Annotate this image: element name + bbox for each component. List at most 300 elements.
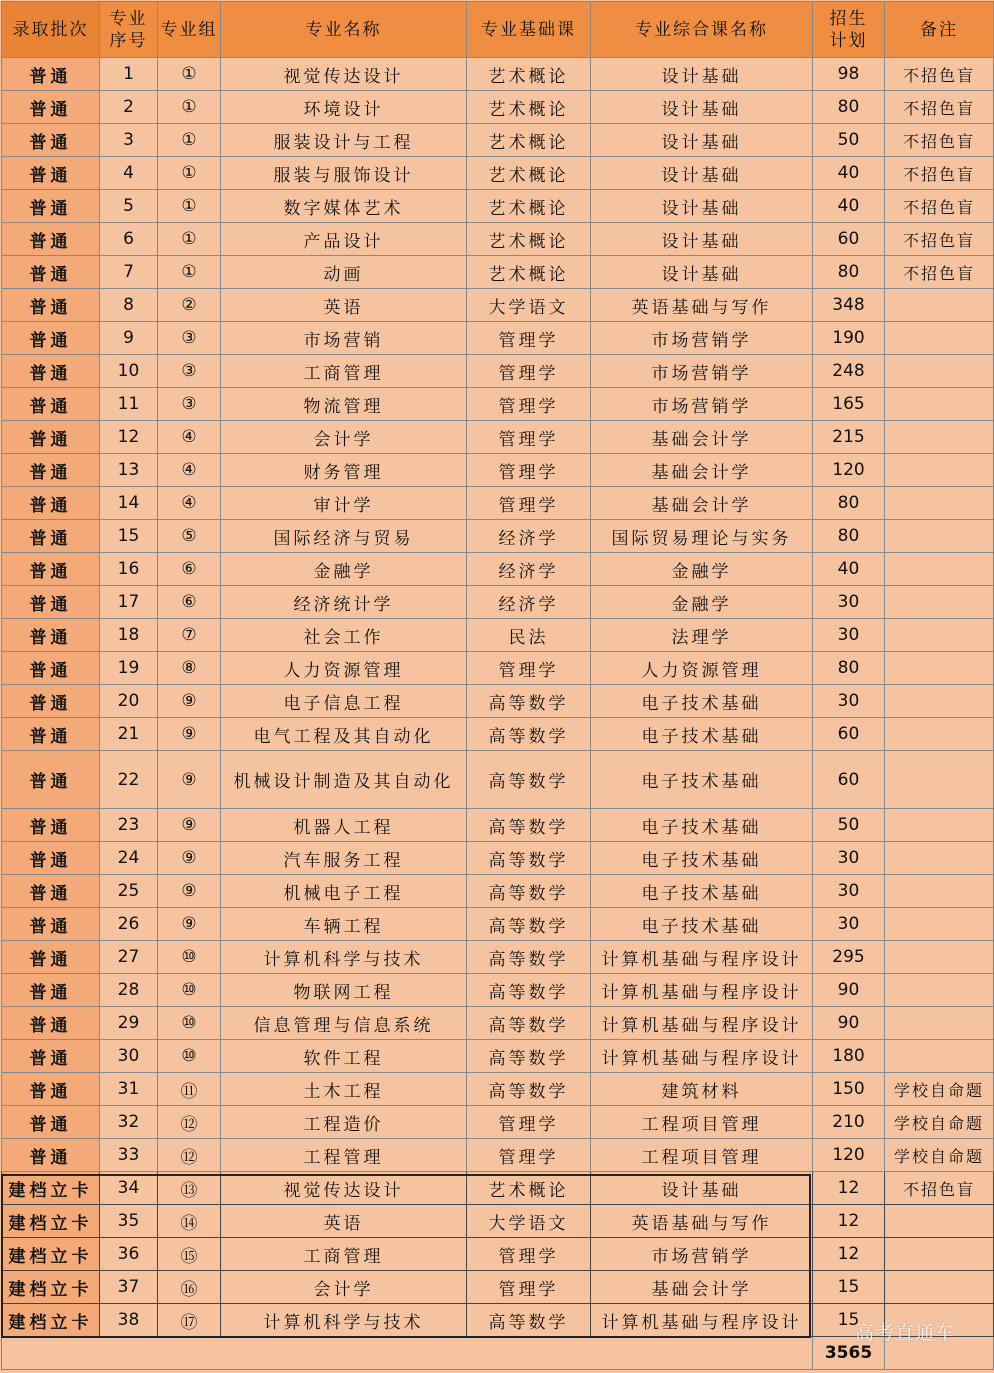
cell-note bbox=[885, 355, 994, 388]
cell-seq: 37 bbox=[100, 1271, 158, 1304]
cell-comprehensive: 计算机基础与程序设计 bbox=[591, 941, 813, 974]
cell-seq: 13 bbox=[100, 454, 158, 487]
table-row bbox=[2, 388, 994, 421]
cell-batch: 普通 bbox=[2, 652, 100, 685]
cell-basic: 艺术概论 bbox=[467, 256, 591, 289]
cell-comprehensive: 电子技术基础 bbox=[591, 908, 813, 941]
cell-group: ① bbox=[158, 190, 221, 223]
cell-group: ⑧ bbox=[158, 652, 221, 685]
table-row bbox=[2, 421, 994, 454]
cell-seq: 25 bbox=[100, 875, 158, 908]
total-row bbox=[2, 1337, 994, 1370]
cell-group: ⑮ bbox=[158, 1238, 221, 1271]
cell-major: 软件工程 bbox=[221, 1040, 467, 1073]
cell-group: ⑯ bbox=[158, 1271, 221, 1304]
cell-note bbox=[885, 974, 994, 1007]
cell-group: ⑬ bbox=[158, 1172, 221, 1205]
cell-major: 信息管理与信息系统 bbox=[221, 1007, 467, 1040]
cell-seq: 7 bbox=[100, 256, 158, 289]
cell-quota: 30 bbox=[813, 586, 885, 619]
cell-batch: 普通 bbox=[2, 1040, 100, 1073]
cell-group: ⑩ bbox=[158, 1040, 221, 1073]
cell-seq: 26 bbox=[100, 908, 158, 941]
cell-comprehensive: 计算机基础与程序设计 bbox=[591, 974, 813, 1007]
cell-seq: 9 bbox=[100, 322, 158, 355]
cell-basic: 高等数学 bbox=[467, 1007, 591, 1040]
cell-batch: 普通 bbox=[2, 124, 100, 157]
cell-major: 服装设计与工程 bbox=[221, 124, 467, 157]
cell-group: ⑩ bbox=[158, 974, 221, 1007]
cell-comprehensive: 设计基础 bbox=[591, 1172, 813, 1205]
cell-basic: 高等数学 bbox=[467, 718, 591, 751]
cell-seq: 33 bbox=[100, 1139, 158, 1172]
cell-seq: 12 bbox=[100, 421, 158, 454]
cell-quota: 12 bbox=[813, 1172, 885, 1205]
cell-batch: 普通 bbox=[2, 289, 100, 322]
table-row bbox=[2, 718, 994, 751]
cell-comprehensive: 计算机基础与程序设计 bbox=[591, 1007, 813, 1040]
cell-basic: 管理学 bbox=[467, 355, 591, 388]
cell-major: 环境设计 bbox=[221, 91, 467, 124]
cell-quota: 120 bbox=[813, 1139, 885, 1172]
cell-seq: 34 bbox=[100, 1172, 158, 1205]
cell-major: 国际经济与贸易 bbox=[221, 520, 467, 553]
cell-group: ⑫ bbox=[158, 1139, 221, 1172]
cell-note bbox=[885, 553, 994, 586]
cell-seq: 31 bbox=[100, 1073, 158, 1106]
cell-basic: 管理学 bbox=[467, 652, 591, 685]
cell-comprehensive: 计算机基础与程序设计 bbox=[591, 1040, 813, 1073]
cell-note bbox=[885, 586, 994, 619]
cell-major: 英语 bbox=[221, 289, 467, 322]
table-row bbox=[2, 1139, 994, 1172]
cell-comprehensive: 市场营销学 bbox=[591, 322, 813, 355]
header-group: 专业组 bbox=[158, 2, 221, 58]
cell-group: ⑨ bbox=[158, 685, 221, 718]
cell-seq: 20 bbox=[100, 685, 158, 718]
cell-comprehensive: 设计基础 bbox=[591, 223, 813, 256]
cell-group: ⑥ bbox=[158, 553, 221, 586]
cell-comprehensive: 金融学 bbox=[591, 553, 813, 586]
cell-major: 工程管理 bbox=[221, 1139, 467, 1172]
cell-quota: 120 bbox=[813, 454, 885, 487]
cell-seq: 38 bbox=[100, 1304, 158, 1337]
cell-quota: 80 bbox=[813, 91, 885, 124]
cell-batch: 普通 bbox=[2, 388, 100, 421]
cell-major: 机械电子工程 bbox=[221, 875, 467, 908]
cell-basic: 管理学 bbox=[467, 421, 591, 454]
cell-note: 不招色盲 bbox=[885, 223, 994, 256]
header-quota-line2: 计划 bbox=[829, 30, 868, 51]
cell-note bbox=[885, 1040, 994, 1073]
cell-basic: 管理学 bbox=[467, 454, 591, 487]
table-row bbox=[2, 586, 994, 619]
cell-basic: 高等数学 bbox=[467, 1304, 591, 1337]
cell-comprehensive: 英语基础与写作 bbox=[591, 1205, 813, 1238]
cell-group: ③ bbox=[158, 322, 221, 355]
cell-major: 视觉传达设计 bbox=[221, 58, 467, 91]
cell-seq: 14 bbox=[100, 487, 158, 520]
cell-seq: 8 bbox=[100, 289, 158, 322]
table-row bbox=[2, 941, 994, 974]
cell-seq: 36 bbox=[100, 1238, 158, 1271]
table-row bbox=[2, 190, 994, 223]
cell-batch: 普通 bbox=[2, 941, 100, 974]
cell-seq: 27 bbox=[100, 941, 158, 974]
cell-group: ④ bbox=[158, 487, 221, 520]
cell-basic: 高等数学 bbox=[467, 941, 591, 974]
cell-basic: 管理学 bbox=[467, 1271, 591, 1304]
table-row bbox=[2, 974, 994, 1007]
cell-note: 不招色盲 bbox=[885, 190, 994, 223]
cell-group: ⑩ bbox=[158, 1007, 221, 1040]
cell-comprehensive: 电子技术基础 bbox=[591, 751, 813, 809]
header-comprehensive: 专业综合课名称 bbox=[591, 2, 813, 58]
cell-group: ⑥ bbox=[158, 586, 221, 619]
cell-seq: 10 bbox=[100, 355, 158, 388]
cell-seq: 5 bbox=[100, 190, 158, 223]
cell-note: 不招色盲 bbox=[885, 256, 994, 289]
cell-group: ⑫ bbox=[158, 1106, 221, 1139]
cell-comprehensive: 建筑材料 bbox=[591, 1073, 813, 1106]
table-row bbox=[2, 1073, 994, 1106]
table-row bbox=[2, 751, 994, 809]
cell-group: ③ bbox=[158, 355, 221, 388]
cell-batch: 普通 bbox=[2, 91, 100, 124]
table-row bbox=[2, 520, 994, 553]
cell-quota: 12 bbox=[813, 1238, 885, 1271]
header-major: 专业名称 bbox=[221, 2, 467, 58]
cell-batch: 普通 bbox=[2, 908, 100, 941]
cell-note bbox=[885, 1205, 994, 1238]
table-row bbox=[2, 1106, 994, 1139]
cell-note: 学校自命题 bbox=[885, 1139, 994, 1172]
cell-batch: 普通 bbox=[2, 487, 100, 520]
cell-quota: 15 bbox=[813, 1271, 885, 1304]
table-row bbox=[2, 124, 994, 157]
cell-group: ① bbox=[158, 256, 221, 289]
cell-quota: 80 bbox=[813, 652, 885, 685]
cell-seq: 2 bbox=[100, 91, 158, 124]
cell-comprehensive: 工程项目管理 bbox=[591, 1106, 813, 1139]
cell-major: 英语 bbox=[221, 1205, 467, 1238]
table-row bbox=[2, 652, 994, 685]
cell-quota: 30 bbox=[813, 685, 885, 718]
cell-major: 车辆工程 bbox=[221, 908, 467, 941]
cell-seq: 21 bbox=[100, 718, 158, 751]
cell-major: 数字媒体艺术 bbox=[221, 190, 467, 223]
cell-comprehensive: 市场营销学 bbox=[591, 388, 813, 421]
table-row bbox=[2, 1205, 994, 1238]
header-seq-line2: 序号 bbox=[109, 30, 148, 51]
cell-seq: 16 bbox=[100, 553, 158, 586]
table-row bbox=[2, 289, 994, 322]
cell-major: 服装与服饰设计 bbox=[221, 157, 467, 190]
cell-batch: 普通 bbox=[2, 1007, 100, 1040]
cell-basic: 高等数学 bbox=[467, 751, 591, 809]
cell-batch: 普通 bbox=[2, 520, 100, 553]
cell-batch: 普通 bbox=[2, 1106, 100, 1139]
cell-batch: 普通 bbox=[2, 223, 100, 256]
cell-seq: 29 bbox=[100, 1007, 158, 1040]
table-row bbox=[2, 487, 994, 520]
header-row bbox=[2, 2, 994, 58]
table-row bbox=[2, 1304, 994, 1337]
cell-group: ⑨ bbox=[158, 875, 221, 908]
cell-basic: 高等数学 bbox=[467, 842, 591, 875]
cell-quota: 50 bbox=[813, 124, 885, 157]
cell-basic: 高等数学 bbox=[467, 974, 591, 1007]
cell-basic: 高等数学 bbox=[467, 809, 591, 842]
cell-basic: 经济学 bbox=[467, 520, 591, 553]
cell-group: ① bbox=[158, 58, 221, 91]
cell-quota: 80 bbox=[813, 520, 885, 553]
table-row bbox=[2, 1172, 994, 1205]
cell-basic: 艺术概论 bbox=[467, 91, 591, 124]
cell-note bbox=[885, 685, 994, 718]
cell-basic: 高等数学 bbox=[467, 1040, 591, 1073]
table-row bbox=[2, 619, 994, 652]
cell-quota: 50 bbox=[813, 809, 885, 842]
cell-group: ⑨ bbox=[158, 751, 221, 809]
cell-comprehensive: 设计基础 bbox=[591, 58, 813, 91]
cell-major: 物联网工程 bbox=[221, 974, 467, 1007]
cell-note: 不招色盲 bbox=[885, 91, 994, 124]
cell-quota: 30 bbox=[813, 908, 885, 941]
cell-note bbox=[885, 1238, 994, 1271]
cell-quota: 295 bbox=[813, 941, 885, 974]
cell-quota: 40 bbox=[813, 190, 885, 223]
table-row bbox=[2, 58, 994, 91]
cell-batch: 普通 bbox=[2, 256, 100, 289]
cell-major: 审计学 bbox=[221, 487, 467, 520]
cell-group: ⑭ bbox=[158, 1205, 221, 1238]
cell-batch: 普通 bbox=[2, 1073, 100, 1106]
cell-basic: 大学语文 bbox=[467, 289, 591, 322]
cell-basic: 管理学 bbox=[467, 1106, 591, 1139]
table-row bbox=[2, 454, 994, 487]
cell-basic: 高等数学 bbox=[467, 685, 591, 718]
cell-note bbox=[885, 1271, 994, 1304]
table-body bbox=[2, 58, 994, 1370]
cell-seq: 35 bbox=[100, 1205, 158, 1238]
cell-group: ⑨ bbox=[158, 908, 221, 941]
cell-seq: 1 bbox=[100, 58, 158, 91]
cell-quota: 15 bbox=[813, 1304, 885, 1337]
cell-comprehensive: 基础会计学 bbox=[591, 487, 813, 520]
cell-seq: 22 bbox=[100, 751, 158, 809]
table-row bbox=[2, 256, 994, 289]
cell-group: ④ bbox=[158, 454, 221, 487]
cell-basic: 管理学 bbox=[467, 1139, 591, 1172]
cell-basic: 艺术概论 bbox=[467, 1172, 591, 1205]
cell-comprehensive: 工程项目管理 bbox=[591, 1139, 813, 1172]
table-row bbox=[2, 1271, 994, 1304]
cell-group: ① bbox=[158, 124, 221, 157]
cell-quota: 60 bbox=[813, 751, 885, 809]
cell-major: 会计学 bbox=[221, 1271, 467, 1304]
cell-batch: 普通 bbox=[2, 586, 100, 619]
table-row bbox=[2, 685, 994, 718]
cell-comprehensive: 设计基础 bbox=[591, 190, 813, 223]
cell-note: 不招色盲 bbox=[885, 124, 994, 157]
cell-comprehensive: 法理学 bbox=[591, 619, 813, 652]
cell-quota: 215 bbox=[813, 421, 885, 454]
cell-seq: 23 bbox=[100, 809, 158, 842]
cell-batch: 普通 bbox=[2, 619, 100, 652]
cell-note: 不招色盲 bbox=[885, 58, 994, 91]
cell-major: 动画 bbox=[221, 256, 467, 289]
cell-basic: 艺术概论 bbox=[467, 190, 591, 223]
cell-batch: 普通 bbox=[2, 685, 100, 718]
cell-note bbox=[885, 652, 994, 685]
cell-seq: 24 bbox=[100, 842, 158, 875]
cell-quota: 30 bbox=[813, 842, 885, 875]
cell-major: 人力资源管理 bbox=[221, 652, 467, 685]
cell-basic: 管理学 bbox=[467, 388, 591, 421]
cell-group: ② bbox=[158, 289, 221, 322]
cell-batch: 普通 bbox=[2, 809, 100, 842]
cell-major: 汽车服务工程 bbox=[221, 842, 467, 875]
table-row bbox=[2, 91, 994, 124]
cell-comprehensive: 设计基础 bbox=[591, 157, 813, 190]
cell-quota: 40 bbox=[813, 553, 885, 586]
cell-group: ④ bbox=[158, 421, 221, 454]
cell-seq: 11 bbox=[100, 388, 158, 421]
cell-major: 电气工程及其自动化 bbox=[221, 718, 467, 751]
cell-note: 学校自命题 bbox=[885, 1073, 994, 1106]
cell-comprehensive: 金融学 bbox=[591, 586, 813, 619]
cell-quota: 30 bbox=[813, 619, 885, 652]
cell-group: ⑩ bbox=[158, 941, 221, 974]
cell-note: 学校自命题 bbox=[885, 1106, 994, 1139]
cell-batch: 建档立卡 bbox=[2, 1271, 100, 1304]
cell-seq: 18 bbox=[100, 619, 158, 652]
cell-group: ⑨ bbox=[158, 718, 221, 751]
cell-quota: 210 bbox=[813, 1106, 885, 1139]
cell-basic: 高等数学 bbox=[467, 908, 591, 941]
cell-batch: 普通 bbox=[2, 974, 100, 1007]
cell-comprehensive: 人力资源管理 bbox=[591, 652, 813, 685]
cell-seq: 19 bbox=[100, 652, 158, 685]
cell-note bbox=[885, 875, 994, 908]
cell-note bbox=[885, 487, 994, 520]
cell-group: ⑪ bbox=[158, 1073, 221, 1106]
cell-comprehensive: 基础会计学 bbox=[591, 1271, 813, 1304]
cell-major: 土木工程 bbox=[221, 1073, 467, 1106]
cell-note bbox=[885, 809, 994, 842]
cell-major: 经济统计学 bbox=[221, 586, 467, 619]
cell-comprehensive: 计算机基础与程序设计 bbox=[591, 1304, 813, 1337]
table-row bbox=[2, 809, 994, 842]
table-row bbox=[2, 1238, 994, 1271]
header-quota bbox=[813, 2, 885, 58]
cell-note: 不招色盲 bbox=[885, 1172, 994, 1205]
cell-basic: 高等数学 bbox=[467, 875, 591, 908]
cell-major: 社会工作 bbox=[221, 619, 467, 652]
cell-major: 市场营销 bbox=[221, 322, 467, 355]
cell-batch: 普通 bbox=[2, 718, 100, 751]
cell-group: ⑰ bbox=[158, 1304, 221, 1337]
cell-comprehensive: 电子技术基础 bbox=[591, 809, 813, 842]
cell-batch: 普通 bbox=[2, 751, 100, 809]
cell-basic: 艺术概论 bbox=[467, 124, 591, 157]
cell-quota: 90 bbox=[813, 1007, 885, 1040]
cell-major: 金融学 bbox=[221, 553, 467, 586]
cell-batch: 普通 bbox=[2, 355, 100, 388]
table-row bbox=[2, 553, 994, 586]
cell-batch: 建档立卡 bbox=[2, 1205, 100, 1238]
header-seq bbox=[100, 2, 158, 58]
table-row bbox=[2, 223, 994, 256]
table-row bbox=[2, 322, 994, 355]
cell-batch: 普通 bbox=[2, 322, 100, 355]
cell-major: 机械设计制造及其自动化 bbox=[221, 751, 467, 809]
watermark: 高考直通车 bbox=[855, 1322, 956, 1344]
cell-major: 会计学 bbox=[221, 421, 467, 454]
enrollment-plan-table bbox=[1, 1, 994, 1370]
table-row bbox=[2, 908, 994, 941]
cell-quota: 150 bbox=[813, 1073, 885, 1106]
cell-quota: 180 bbox=[813, 1040, 885, 1073]
cell-quota: 40 bbox=[813, 157, 885, 190]
cell-comprehensive: 英语基础与写作 bbox=[591, 289, 813, 322]
cell-quota: 248 bbox=[813, 355, 885, 388]
cell-batch: 普通 bbox=[2, 157, 100, 190]
cell-quota: 190 bbox=[813, 322, 885, 355]
cell-quota: 348 bbox=[813, 289, 885, 322]
cell-group: ⑦ bbox=[158, 619, 221, 652]
cell-note bbox=[885, 322, 994, 355]
cell-batch: 普通 bbox=[2, 875, 100, 908]
cell-batch: 普通 bbox=[2, 190, 100, 223]
table-row bbox=[2, 157, 994, 190]
cell-group: ⑤ bbox=[158, 520, 221, 553]
cell-major: 工商管理 bbox=[221, 355, 467, 388]
cell-basic: 艺术概论 bbox=[467, 157, 591, 190]
cell-quota: 98 bbox=[813, 58, 885, 91]
cell-comprehensive: 电子技术基础 bbox=[591, 875, 813, 908]
cell-note bbox=[885, 289, 994, 322]
cell-comprehensive: 电子技术基础 bbox=[591, 842, 813, 875]
header-basic: 专业基础课 bbox=[467, 2, 591, 58]
cell-quota: 80 bbox=[813, 256, 885, 289]
cell-batch: 建档立卡 bbox=[2, 1304, 100, 1337]
cell-major: 产品设计 bbox=[221, 223, 467, 256]
cell-basic: 艺术概论 bbox=[467, 58, 591, 91]
cell-quota: 60 bbox=[813, 223, 885, 256]
cell-seq: 28 bbox=[100, 974, 158, 1007]
cell-batch: 普通 bbox=[2, 1139, 100, 1172]
cell-group: ① bbox=[158, 91, 221, 124]
cell-basic: 高等数学 bbox=[467, 1073, 591, 1106]
table-row bbox=[2, 1007, 994, 1040]
cell-major: 财务管理 bbox=[221, 454, 467, 487]
cell-seq: 4 bbox=[100, 157, 158, 190]
cell-comprehensive: 设计基础 bbox=[591, 91, 813, 124]
cell-seq: 30 bbox=[100, 1040, 158, 1073]
cell-major: 机器人工程 bbox=[221, 809, 467, 842]
header-batch: 录取批次 bbox=[2, 2, 100, 58]
cell-seq: 3 bbox=[100, 124, 158, 157]
cell-comprehensive: 基础会计学 bbox=[591, 454, 813, 487]
cell-quota: 60 bbox=[813, 718, 885, 751]
cell-note bbox=[885, 718, 994, 751]
cell-quota: 80 bbox=[813, 487, 885, 520]
cell-group: ① bbox=[158, 223, 221, 256]
header-note: 备注 bbox=[885, 2, 994, 58]
cell-quota: 30 bbox=[813, 875, 885, 908]
